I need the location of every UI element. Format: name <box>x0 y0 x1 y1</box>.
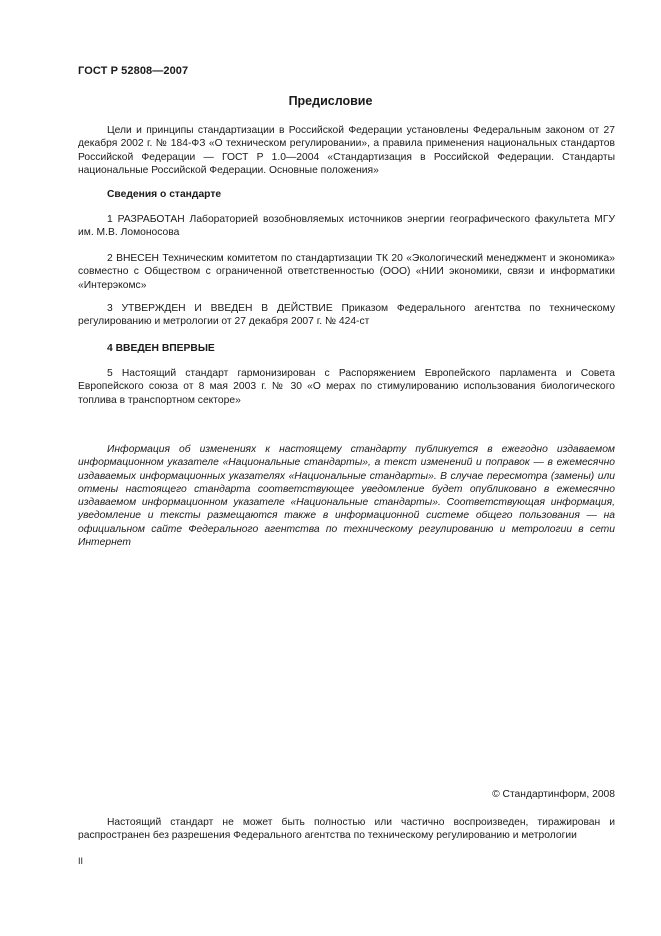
info-notice: Информация об изменениях к настоящему стандарту публикуется в ежегодно издаваемом информационном указателе «Национальные стандарты», а текст изменений и поправок — в ежемесячно издаваемых информационных указателях «Национальные стандарты». В случае пересмотра (замены) или отмены настоящего стандарта соответствующее уведомление будет опубликовано в ежемесячно издаваемом информационном указателе «Национальные стандарты». Соответствующая информация, уведомление и тексты размещаются также в информационной системе общего пользования — на официальном сайте Федерального агентства по техническому регулированию и метрологии в сети Интернет <box>78 444 615 549</box>
list-item-4: 4 ВВЕДЕН ВПЕРВЫЕ <box>107 343 215 354</box>
document-code: ГОСТ Р 52808—2007 <box>78 65 189 77</box>
page-number: II <box>78 856 84 866</box>
page-title: Предисловие <box>288 94 373 108</box>
section-heading: Сведения о стандарте <box>107 189 222 200</box>
list-item-1: 1 РАЗРАБОТАН Лабораторией возобновляемых источников энергии географического факультета МГУ им. М.В. Ломоносова <box>78 214 615 239</box>
reproduction-notice: Настоящий стандарт не может быть полностью или частично воспроизведен, тиражирован и распространен без разрешения Федерального агентства по техническому регулированию и метрологии <box>78 817 615 842</box>
copyright-notice: © Стандартинформ, 2008 <box>492 789 615 800</box>
list-item-2: 2 ВНЕСЕН Техническим комитетом по стандартизации ТК 20 «Экологический менеджмент и экономика» совместно с Обществом с ограниченной ответственностью (ООО) «НИИ экономики, связи и информатики «Интерэкомс» <box>78 253 615 291</box>
list-item-3: 3 УТВЕРЖДЕН И ВВЕДЕН В ДЕЙСТВИЕ Приказом Федерального агентства по техническому регулированию и метрологии от 27 декабря 2007 г. № 424-ст <box>78 303 615 328</box>
intro-paragraph: Цели и принципы стандартизации в Российской Федерации установлены Федеральным законом от 27 декабря 2002 г. № 184-ФЗ «О техническом регулировании», а правила применения национальных стандартов Российской Федерации — ГОСТ Р 1.0—2004 «Стандартизация в Российской Федерации. Стандарты национальные Российской Федерации. Основные положения» <box>78 125 615 176</box>
list-item-5: 5 Настоящий стандарт гармонизирован с Распоряжением Европейского парламента и Совета Европейского союза от 8 мая 2003 г. № 30 «О мерах по стимулированию использования биологического топлива в транспортном секторе» <box>78 368 615 406</box>
